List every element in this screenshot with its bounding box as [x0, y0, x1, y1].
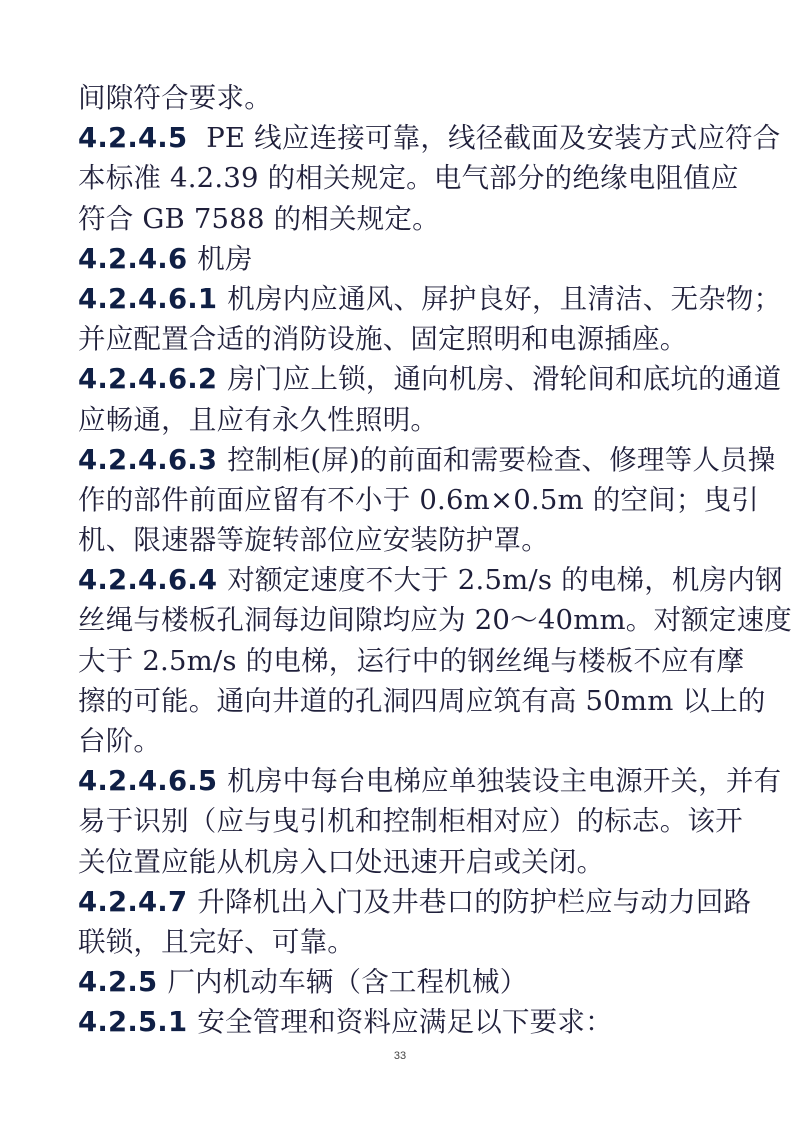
clause-number: 4.2.4.6.4: [78, 564, 218, 597]
line-text: 机、限速器等旋转部位应安装防护罩。: [78, 524, 549, 557]
text-line: [78, 239, 728, 279]
line-text: 应畅通，且应有永久性照明。: [78, 403, 439, 436]
line-text: 机房中每台电梯应单独装设主电源开关，并有: [227, 765, 782, 798]
line-text: 台阶。: [78, 725, 162, 757]
text-line: [78, 721, 728, 761]
clause-number: 4.2.4.6.2: [78, 363, 218, 396]
line-text: 机房: [197, 242, 253, 275]
text-line: [78, 440, 776, 480]
line-text: 房门应上锁，通向机房、滑轮间和底坑的通道: [227, 363, 782, 396]
text-line: [78, 279, 782, 319]
line-text: 间隙符合要求。: [78, 82, 272, 114]
line-text: 联锁，且完好、可靠。: [78, 925, 355, 958]
clause-number: 4.2.4.6.5: [78, 765, 218, 798]
clause-number: 4.2.4.6.3: [78, 443, 218, 476]
text-line: [78, 319, 728, 359]
text-line: [78, 842, 728, 882]
line-text: 对额定速度不大于 2.5m/s 的电梯，机房内钢: [227, 564, 783, 597]
line-text: 关位置应能从机房入口处迅速开启或关闭。: [78, 845, 605, 878]
text-line: [78, 520, 728, 560]
text-line: [78, 359, 782, 399]
line-text: 大于 2.5m/s 的电梯，运行中的钢丝绳与楼板不应有摩: [78, 644, 745, 677]
line-text: 并应配置合适的消防设施、固定照明和电源插座。: [78, 323, 688, 356]
line-text: PE 线应连接可靠，线径截面及安装方式应符合: [197, 122, 781, 155]
line-text: 厂内机动车辆（含工程机械）: [167, 966, 528, 999]
line-text: 作的部件前面应留有不小于 0.6m×0.5m 的空间；曳引: [78, 483, 759, 516]
text-line: [78, 118, 781, 158]
text-line: [78, 199, 728, 239]
text-line: [78, 1002, 728, 1042]
line-text: 易于识别（应与曳引机和控制柜相对应）的标志。该开: [78, 805, 743, 838]
text-line: [78, 560, 783, 600]
text-line: [78, 641, 745, 681]
line-text: 丝绳与楼板孔洞每边间隙均应为 20～40mm。对额定速度: [78, 604, 792, 637]
line-text: 升降机出入门及井巷口的防护栏应与动力回路: [197, 885, 752, 918]
line-text: 机房内应通风、屏护良好，且清洁、无杂物；: [227, 282, 782, 315]
text-line: [78, 761, 782, 801]
clause-number: 4.2.4.6.1: [78, 282, 218, 315]
document-body: [78, 78, 792, 1043]
line-text: 安全管理和资料应满足以下要求：: [197, 1006, 613, 1039]
text-line: [78, 158, 739, 198]
text-line: [78, 681, 766, 721]
line-text: 控制柜(屏)的前面和需要检查、修理等人员操: [227, 443, 776, 476]
text-line: [78, 78, 728, 118]
line-text: 本标准 4.2.39 的相关规定。电气部分的绝缘电阻值应: [78, 162, 739, 195]
clause-number: 4.2.5.1: [78, 1006, 188, 1039]
page-number: 33: [393, 1050, 407, 1062]
text-line: [78, 922, 728, 962]
text-line: [78, 801, 743, 841]
line-text: 擦的可能。通向井道的孔洞四周应筑有高 50mm 以上的: [78, 684, 766, 717]
clause-number: 4.2.4.5: [78, 122, 188, 155]
clause-number: 4.2.5: [78, 966, 158, 999]
clause-number: 4.2.4.7: [78, 885, 188, 918]
text-line: [78, 600, 792, 640]
line-text: 符合 GB 7588 的相关规定。: [78, 202, 440, 235]
clause-number: 4.2.4.6: [78, 242, 188, 275]
text-line: [78, 962, 728, 1002]
text-line: [78, 480, 759, 520]
text-line: [78, 400, 728, 440]
text-line: [78, 882, 752, 922]
